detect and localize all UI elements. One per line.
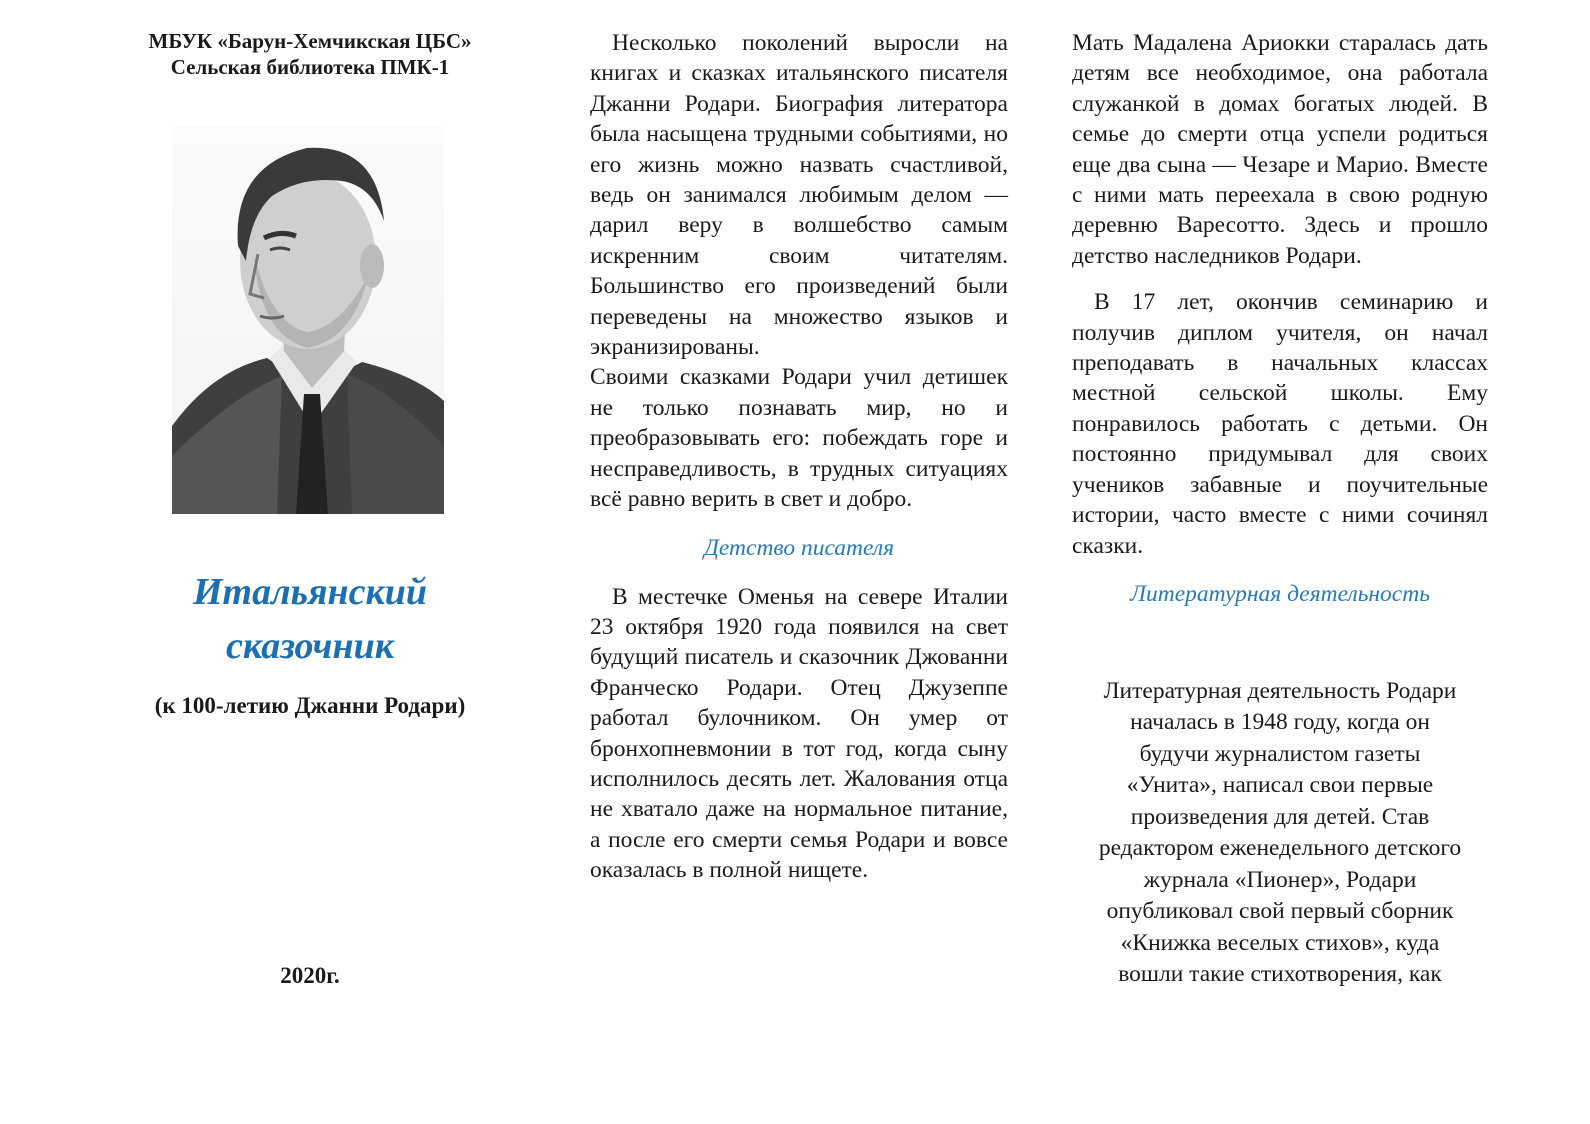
literary-line: будучи журналистом газеты [1139,740,1421,767]
literary-line: произведения для детей. Став [1130,803,1430,830]
literary-line: Литературная деятельность Родари [1103,677,1457,704]
publication-year: 2020г. [280,963,340,988]
brochure-subtitle: (к 100-летию Джанни Родари) [154,693,466,718]
title-line-1: Итальянский [192,571,428,613]
childhood-paragraph: В местечке Оменья на севере Италии 23 октября 1920 года появился на свет будущий писатель и сказочник Джованни Франческо Родари. Отец Джузеппе работал булочником. Он умер от бронхопневмонии в тот год, когда сыну исполнилось десять лет. Жалования отца не хватало даже на нормальное питание, а после его смерти семья Родари и вовсе оказалась в полной нищете. [590,583,1008,884]
mother-paragraph: Мать Мадалена Ариокки старалась дать детям все необходимое, она работала служанкой в домах богатых людей. В семье до смерти отца успели родиться еще два сына — Чезаре и Марио. Вместе с ними мать переехала в свою родную деревню Варесотто. Здесь и прошло детство наследников Родари. [1072,30,1488,269]
author-portrait [172,126,444,514]
title-line-2: сказочник [226,625,394,667]
organization-name: МБУК «Барун-Хемчикская ЦБС» [148,29,472,53]
teacher-paragraph: В 17 лет, окончив семинарию и получив диплом учителя, он начал преподавать в начальных классах местной сельской школы. Ему понравилось работать с детьми. Он постоянно придумывал для своих учеников забавные и поучительные истории, часто вместе с ними сочинял сказки. [1072,289,1488,559]
cover-panel [120,0,500,988]
literary-line: опубликовал свой первый сборник [1106,898,1454,925]
literary-line: «Унита», написал свои первые [1126,772,1434,799]
literary-line: началась в 1948 году, когда он [1130,709,1430,736]
literary-line: вошли такие стихотворения, как [1118,961,1442,988]
library-name: Сельская библиотека ПМК-1 [170,55,450,79]
brochure-title [120,565,500,673]
intro-paragraph-1: Несколько поколений выросли на книгах и сказках итальянского писателя Джанни Родари. Биография литератора была насыщена трудными событиями, но его жизнь можно назвать счастливой, ведь он занимался любимым делом — дарил веру в волшебство самым искренним своим читателям. Большинство его произведений были переведены на множество языков и экранизированы. [590,30,1008,361]
literary-paragraph [1072,676,1488,991]
organization-header [120,28,500,80]
biography-panel [1072,0,1488,991]
intro-paragraph-2: Своими сказками Родари учил детишек не только познавать мир, но и преобразовывать его: побеждать горе и несправедливость, в трудных ситуациях всё равно верить в свет и добро. [590,364,1008,513]
section-heading-literary: Литературная деятельность [1130,580,1430,607]
literary-line: журнала «Пионер», Родари [1143,866,1417,893]
literary-line: «Книжка веселых стихов», куда [1120,929,1440,956]
intro-panel [590,0,1008,886]
section-heading-childhood: Детство писателя [703,534,895,561]
literary-line: редактором еженедельного детского [1098,835,1462,862]
